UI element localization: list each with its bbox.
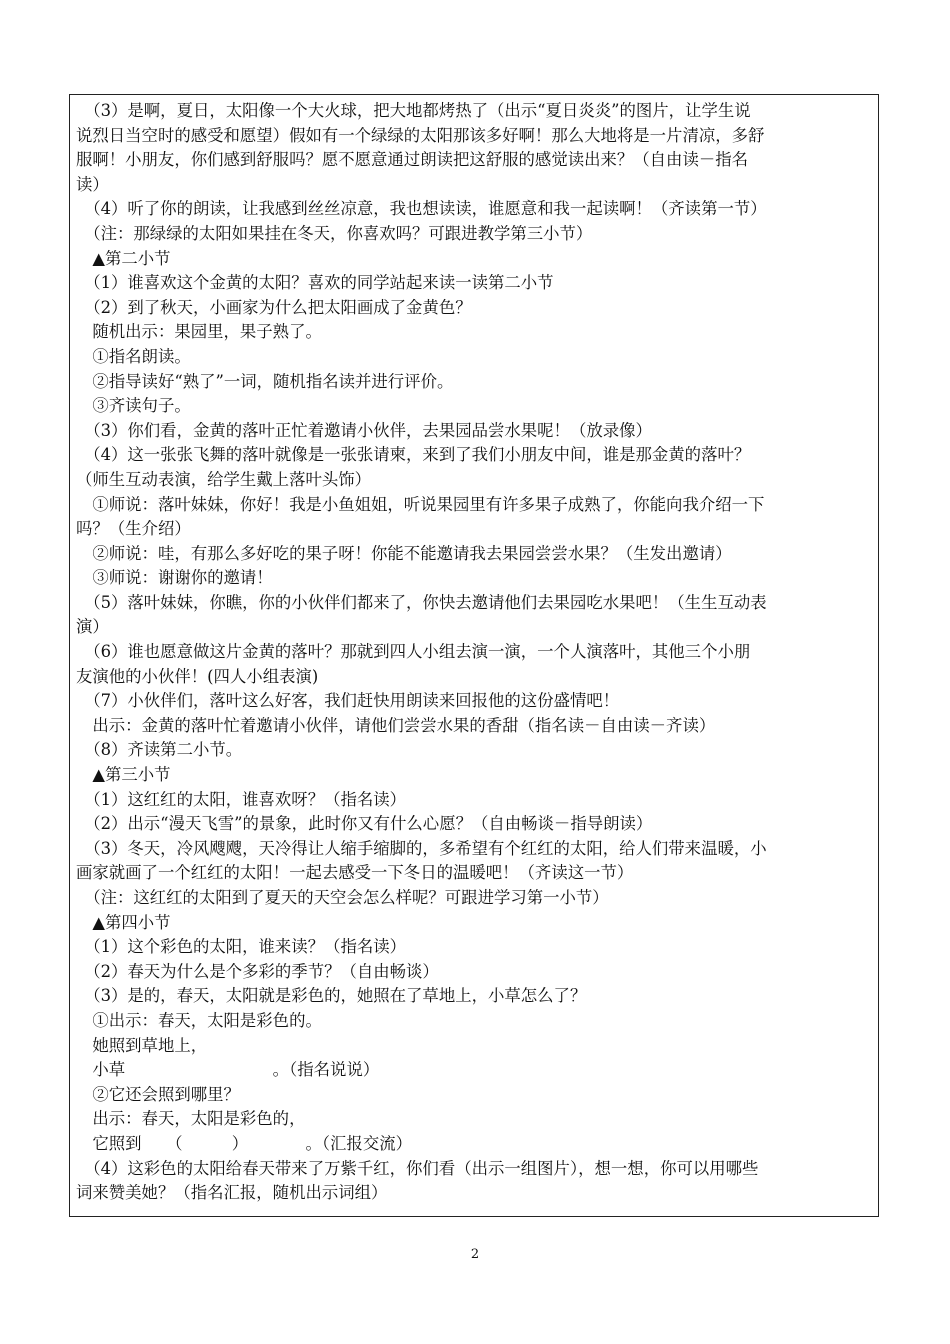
text-line: （3）冬天，冷风飕飕，天冷得让人缩手缩脚的，多希望有个红红的太阳，给人们带来温暖，小 <box>76 838 767 858</box>
text-line: （3）是啊，夏日，太阳像一个大火球，把大地都烤热了（出示“夏日炎炎”的图片，让学生说 <box>76 101 751 120</box>
text-line: ③齐读句子。 <box>76 396 191 416</box>
text-line: （2）春天为什么是个多彩的季节？（自由畅谈） <box>76 961 439 981</box>
text-line: （8）齐读第二小节。 <box>76 740 243 760</box>
text-line: 她照到草地上， <box>76 1035 208 1055</box>
text-line: （2）出示“漫天飞雪”的景象，此时你又有什么心愿？（自由畅谈－指导朗读） <box>76 814 653 834</box>
text-line: ▲第四小节 <box>76 912 171 932</box>
text-line: （师生互动表演，给学生戴上落叶头饰） <box>76 469 372 489</box>
text-line: （2）到了秋天，小画家为什么把太阳画成了金黄色？ <box>76 297 472 317</box>
text-line: 吗？（生介绍） <box>76 519 191 539</box>
text-line: 友演他的小伙伴！(四人小组表演) <box>76 666 319 686</box>
text-line: （注：这红红的太阳到了夏天的天空会怎么样呢？可跟进学习第一小节） <box>76 888 609 907</box>
text-line: （5）落叶妹妹，你瞧，你的小伙伴们都来了，你快去邀请他们去果园吃水果吧！（生生互动表 <box>76 592 767 612</box>
text-line: ②师说：哇，有那么多好吃的果子呀！你能不能邀请我去果园尝尝水果？（生发出邀请） <box>76 543 732 563</box>
text-line: （4）听了你的朗读，让我感到丝丝凉意，我也想读读，谁愿意和我一起读啊！（齐读第一节） <box>76 199 767 219</box>
text-line: （注：那绿绿的太阳如果挂在冬天，你喜欢吗？可跟进教学第三小节） <box>76 223 593 243</box>
text-line: （7）小伙伴们，落叶这么好客，我们赶快用朗读来回报他的这份盛情吧！ <box>76 691 620 711</box>
text-line: 出示：春天，太阳是彩色的， <box>76 1109 306 1129</box>
text-line: ▲第二小节 <box>76 248 171 268</box>
text-line: （3）是的，春天，太阳就是彩色的，她照在了草地上，小草怎么了？ <box>76 986 587 1006</box>
text-line: ②指导读好“熟了”一词，随机指名读并进行评价。 <box>76 371 454 391</box>
table-cell-frame <box>69 94 879 1217</box>
text-line: （1）谁喜欢这个金黄的太阳？喜欢的同学站起来读一读第二小节 <box>76 273 554 293</box>
text-line: 读） <box>76 174 109 194</box>
text-line: 小草 。（指名说说） <box>76 1060 380 1080</box>
text-line: 画家就画了一个红红的太阳！一起去感受一下冬日的温暖吧！（齐读这一节） <box>76 863 634 883</box>
page-number: 2 <box>470 1247 480 1262</box>
text-line: ▲第三小节 <box>76 765 171 785</box>
text-line: 词来赞美她？（指名汇报，随机出示词组） <box>76 1183 388 1203</box>
text-line: （4）这一张张飞舞的落叶就像是一张张请柬，来到了我们小朋友中间，谁是那金黄的落叶？ <box>76 445 751 465</box>
text-line: 演） <box>76 617 109 637</box>
text-line: 出示：金黄的落叶忙着邀请小伙伴，请他们尝尝水果的香甜（指名读－自由读－齐读） <box>76 715 716 735</box>
text-line: 服啊！小朋友，你们感到舒服吗？愿不愿意通过朗读把这舒服的感觉读出来？（自由读－指名 <box>76 150 749 170</box>
text-line: ②它还会照到哪里？ <box>76 1084 240 1104</box>
text-line: （1）这个彩色的太阳，谁来读？（指名读） <box>76 937 407 957</box>
text-line: ①师说：落叶妹妹，你好！我是小鱼姐姐，听说果园里有许多果子成熟了，你能向我介绍一下 <box>76 494 765 514</box>
text-line: ①出示：春天，太阳是彩色的。 <box>76 1010 322 1030</box>
text-line: （1）这红红的太阳，谁喜欢呀？（指名读） <box>76 789 407 809</box>
text-line: （4）这彩色的太阳给春天带来了万紫千红，你们看（出示一组图片），想一想，你可以用哪些 <box>76 1158 759 1178</box>
text-line: （3）你们看，金黄的落叶正忙着邀请小伙伴，去果园品尝水果呢！（放录像） <box>76 420 652 440</box>
text-line: 说烈日当空时的感受和愿望）假如有一个绿绿的太阳那该多好啊！那么大地将是一片清凉，多舒 <box>76 125 765 145</box>
text-line: 它照到 （ ） 。（汇报交流） <box>76 1133 412 1153</box>
text-line: ①指名朗读。 <box>76 346 191 366</box>
text-line: 随机出示：果园里，果子熟了。 <box>76 322 322 342</box>
text-line: （6）谁也愿意做这片金黄的落叶？那就到四人小组去演一演，一个人演落叶，其他三个小朋 <box>76 642 751 662</box>
text-line: ③师说：谢谢你的邀请！ <box>76 568 273 588</box>
